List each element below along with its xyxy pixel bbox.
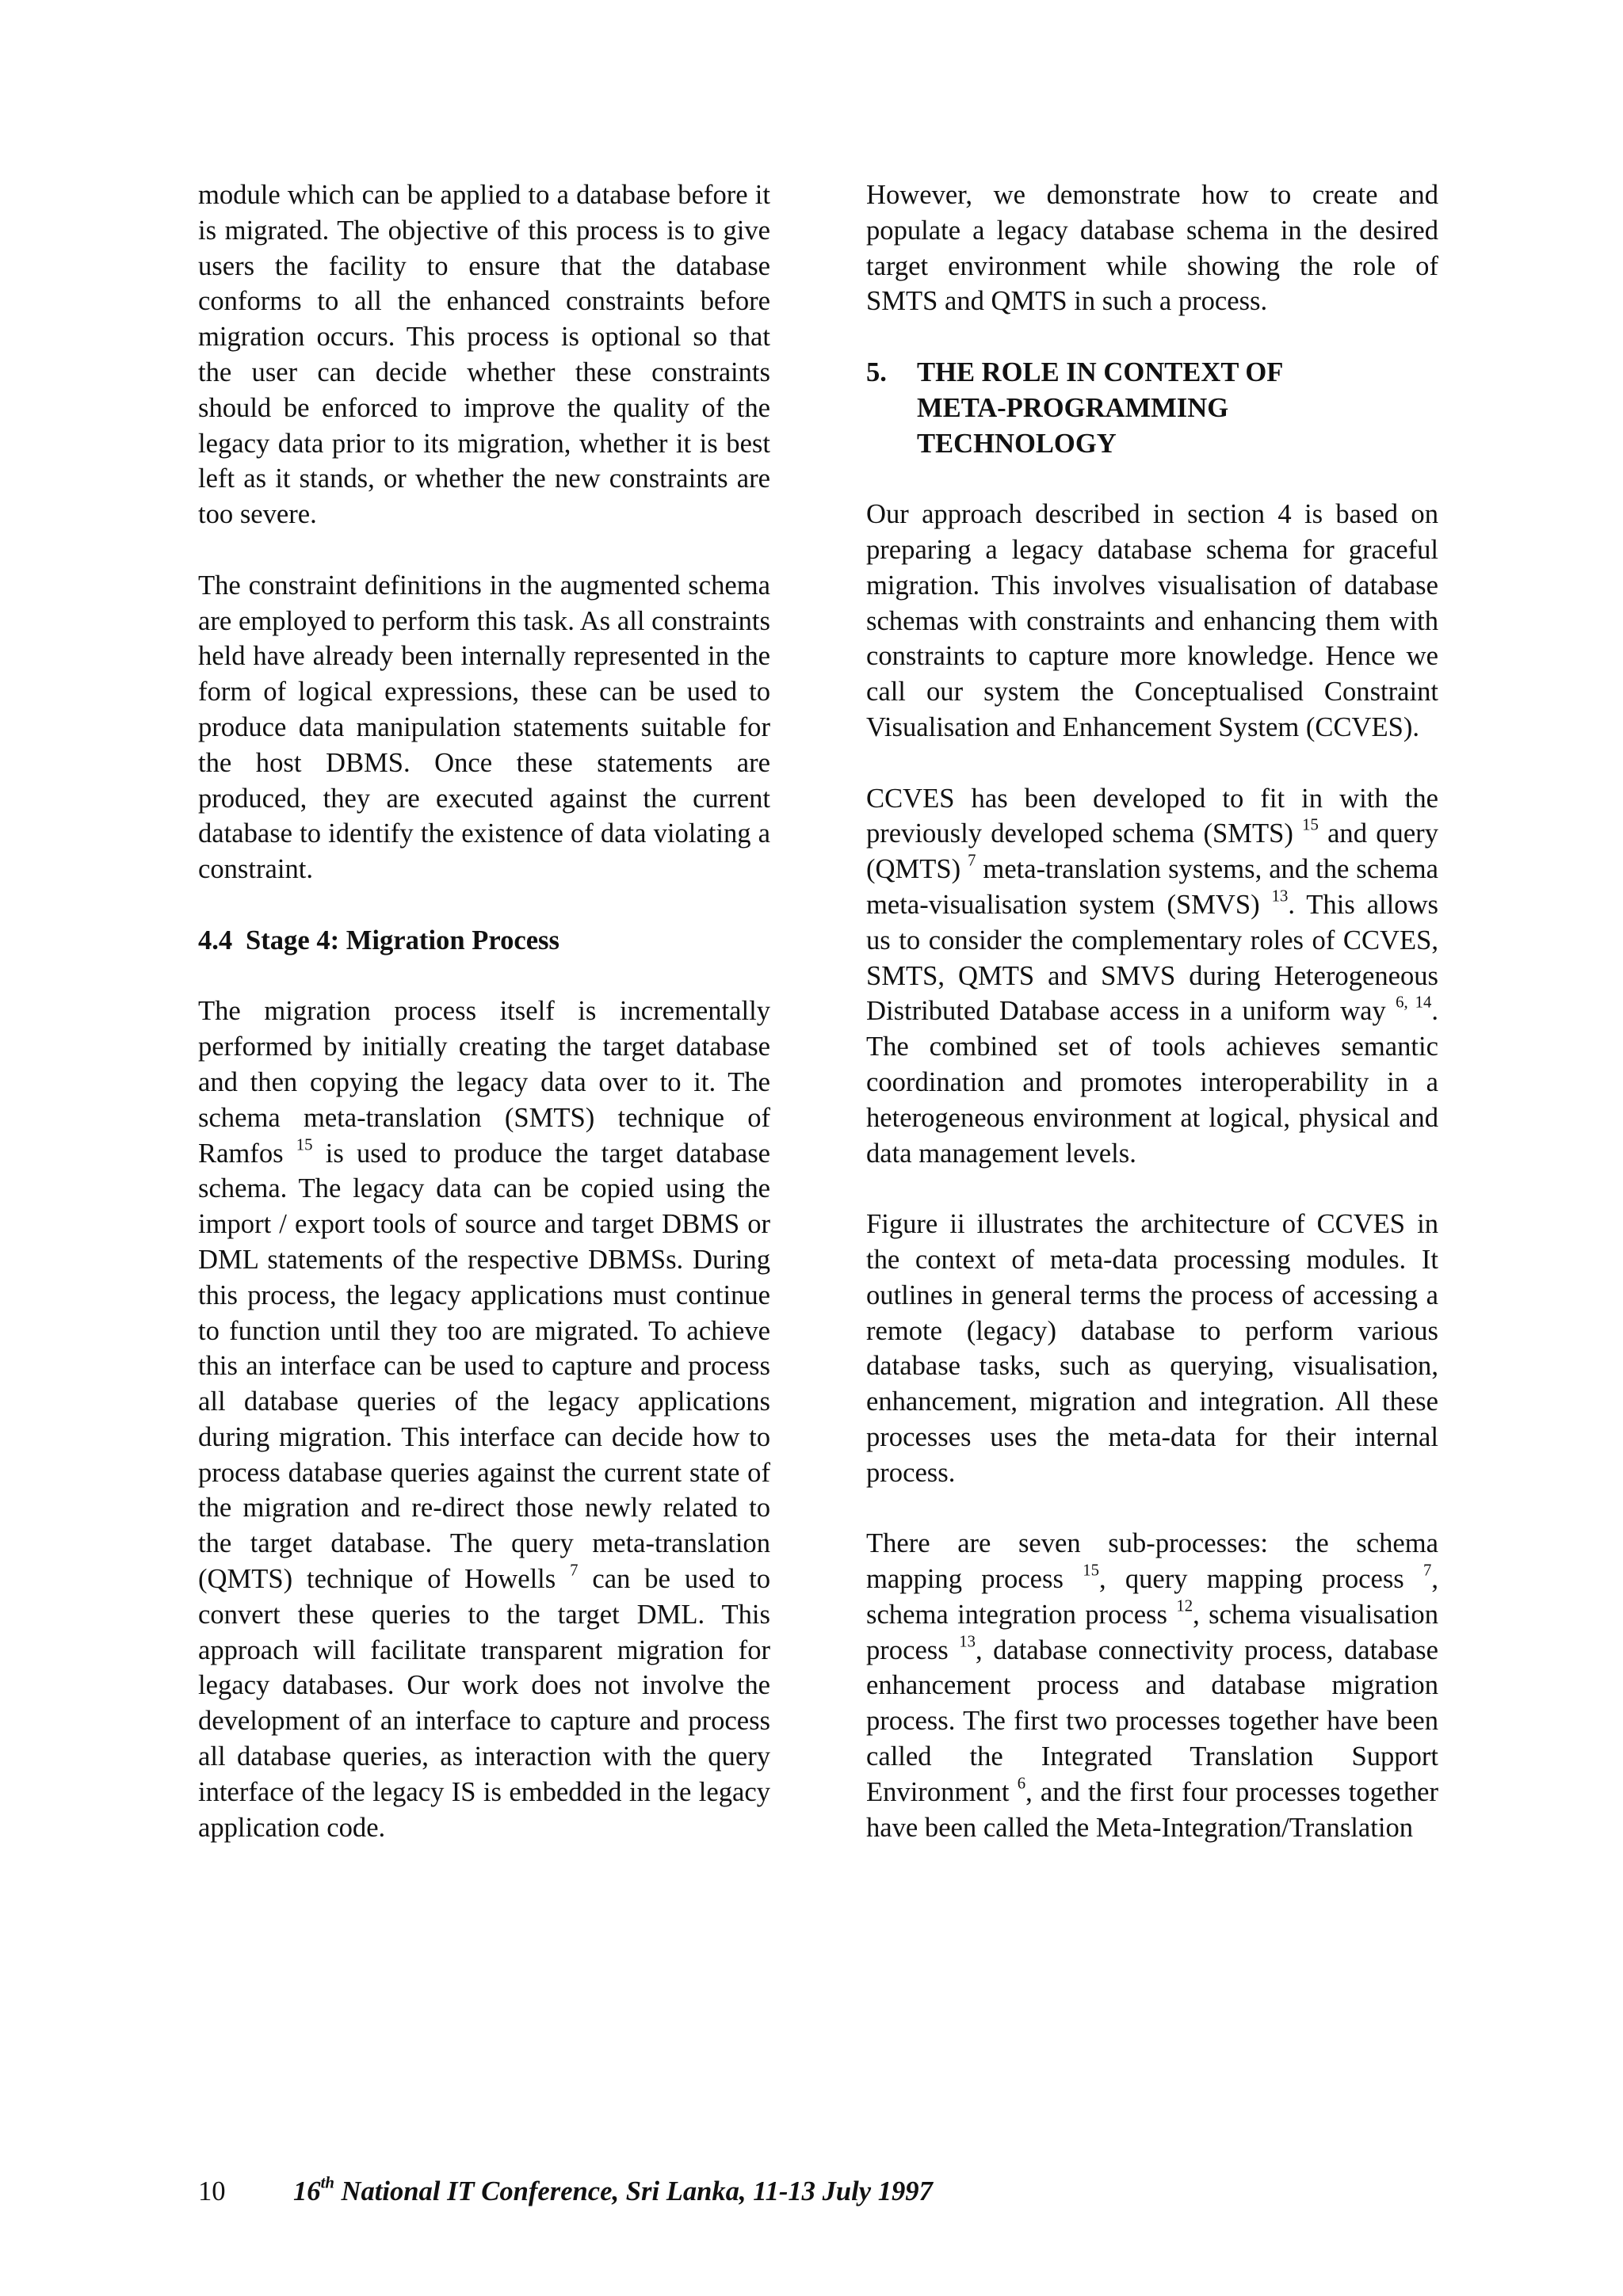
citation-ref: 13 (1271, 887, 1289, 906)
paragraph-ccves-tools: CCVES has been developed to fit in with the previously developed schema (SMTS) $^{15}$ and query (QMTS) $^7$ meta-translation systems, and the schema meta-visualisation system (SMVS) $^{13}$. This allows us to consider the complementary roles of CCVES, SMTS, QMTS and SMVS during Heterogeneous Distributed Database access in a uniform way $^{6, 14}$. The combined set of tools achieves semantic coordination and promotes interoperability in a heterogeneous environment at logical, physical and data management levels. (866, 783, 1438, 1169)
citation-ref: 13 (959, 1633, 976, 1651)
paragraph-sub-processes: There are seven sub-processes: the schema mapping process $^{15}$, query mapping process $^7$, schema integration process $^{12}$, schema visualisation process $^{13}$, database connectivity process, database enhancement process and database migration process. The first two processes together have been called the Integrated Translation Support Environment $^6$, and the first four processes together have been called the Meta-Integration/Translation (866, 1528, 1438, 1843)
page-footer (198, 2174, 933, 2209)
citation-ref: 15 (296, 1135, 313, 1154)
citation-ref: 7 (968, 852, 976, 870)
subsection-title: Stage 4: Migration Process (246, 925, 559, 955)
citation-ref: 15 (1302, 816, 1319, 834)
subsection-heading-4-4 (198, 923, 770, 959)
citation-ref: 15 (1083, 1562, 1099, 1580)
citation-ref: 6 (1017, 1775, 1026, 1793)
paragraph-constraint-enforcement: module which can be applied to a database before it is migrated. The objective of this process is to give users the facility to ensure that the database conforms to all the enhanced constraints before migration occurs. This process is optional so that the user can decide whether these constraints should be enforced to improve the quality of the legacy data prior to its migration, whether it is best left as it stands, or whether the new constraints are too severe. (198, 180, 770, 530)
section-title: THE ROLE IN CONTEXT OF META-PROGRAMMING TECHNOLOGY (917, 357, 1284, 459)
paragraph-approach: Our approach described in section 4 is based on preparing a legacy database schema for graceful migration. This involves visualisation of database schemas with constraints and enhancing them with constraints to capture more knowledge. Hence we call our system the Conceptualised Constraint Visualisation and Enhancement System (CCVES). (866, 499, 1438, 742)
citation-ref: 6, 14 (1396, 994, 1432, 1012)
citation-ref: 7 (570, 1562, 579, 1580)
conference-name: 16th National IT Conference, Sri Lanka, 11-13 July 1997 (293, 2174, 933, 2206)
subsection-number: 4.4 (198, 925, 233, 955)
paragraph-migration-process: The migration process itself is incrementally performed by initially creating the target database and then copying the legacy data over to it. The schema meta-translation (SMTS) technique of Ramfos $^{15}$ is used to produce the target database schema. The legacy data can be copied using the import / export tools of source and target DBMS or DML statements of the respective DBMSs. During this process, the legacy applications must continue to function until they too are migrated. To achieve this an interface can be used to capture and process all database queries of the legacy applications during migration. This interface can decide how to process database queries against the current state of the migration and re-direct those newly related to the target database. The query meta-translation (QMTS) technique of Howells $^7$ can be used to convert these queries to the target DML. This approach will facilitate transparent migration for legacy databases. Our work does not involve the development of an interface to capture and process all database queries, as interaction with the query interface of the legacy IS is embedded in the legacy application code. (198, 996, 770, 1843)
section-heading-5 (866, 355, 1438, 461)
citation-ref: 7 (1423, 1562, 1432, 1580)
left-column (198, 177, 770, 1845)
paragraph-architecture: Figure ii illustrates the architecture of CCVES in the context of meta-data processing modules. It outlines in general terms the process of accessing a remote (legacy) database to perform various database tasks, such as querying, visualisation, enhancement, migration and integration. All these processes uses the meta-data for their internal process. (866, 1209, 1438, 1488)
right-column (866, 177, 1438, 1845)
page-number: 10 (198, 2176, 226, 2206)
citation-ref: 12 (1176, 1597, 1193, 1615)
paragraph-constraint-definitions: The constraint definitions in the augmented schema are employed to perform this task. As all constraints held have already been internally represented in the form of logical expressions, these can be used to produce data manipulation statements suitable for the host DBMS. Once these statements are produced, they are executed against the current database to identify the existence of data violating a constraint. (198, 570, 770, 885)
section-number: 5. (866, 357, 887, 387)
paragraph-demonstration: However, we demonstrate how to create and populate a legacy database schema in the desired target environment while showing the role of SMTS and QMTS in such a process. (866, 180, 1438, 317)
